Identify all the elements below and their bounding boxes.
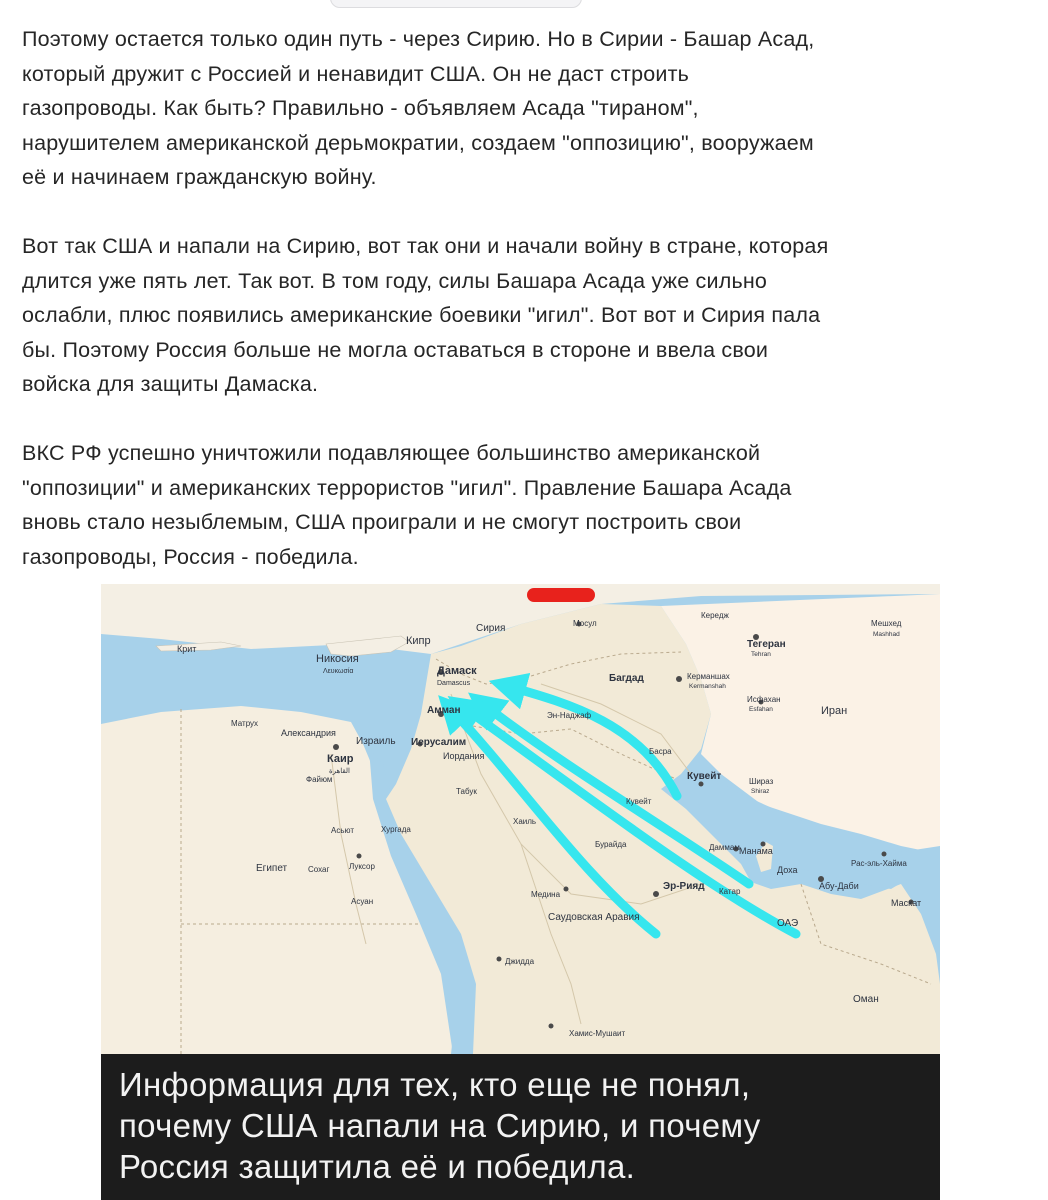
label-ierusalim: Иерусалим [411,737,467,748]
label-mashhad: Мешхед [871,619,902,628]
label-siria: Сирия [476,623,506,634]
label-mosul: Мосул [573,619,597,628]
label-burajda: Бурайда [595,840,627,849]
label-mashhad-latin: Mashhad [873,631,900,638]
label-damascus: Damascus [437,680,471,687]
label-tabuk: Табук [456,787,477,796]
label-dammam: Даммам [709,843,740,852]
label-keredzh: Кередж [701,611,729,620]
label-damask: Дамаск [437,665,477,677]
label-abu-dabi: Абу-Даби [819,881,859,891]
label-hail: Хаиль [513,817,537,826]
label-maskat: Маскат [891,898,922,908]
label-nikosia: Никосия [316,653,359,665]
label-asiut: Асьют [331,826,354,835]
label-manama: Манама [739,846,773,856]
label-iran: Иран [821,705,848,717]
label-krit: Крит [177,644,197,654]
label-tehran: Tehran [751,651,771,658]
label-kair: Каир [327,753,354,765]
label-sohag: Сохаг [308,865,330,874]
label-aleksandria: Александрия [281,728,336,738]
label-medina: Медина [531,890,561,899]
post-text [22,22,1032,609]
red-marker-bar [527,588,595,602]
label-oman: Оман [853,994,879,1005]
label-ras: Рас-эль-Хайма [851,859,907,868]
label-faium: Файюм [306,775,333,784]
paragraph-3: ВКС РФ успешно уничтожили подавляющее большинство американской "оппозиции" и американских террористов "игил". Правление Башара Асада вновь стало незыблемым, США проиграли и не смогут построить свои газопроводы, Россия - победила. [22,441,792,569]
label-naj: Эн-Наджаф [547,711,592,720]
label-kermanshah-latin: Kermanshah [689,683,726,690]
label-matruh: Матрух [231,719,259,728]
label-riyad: Эр-Рияд [663,881,705,892]
top-tab-edge [330,0,582,8]
label-iordania: Иордания [443,751,485,761]
label-bagdad: Багдад [609,673,644,684]
label-oae: ОАЭ [777,918,799,929]
label-doha: Доха [777,865,798,875]
label-kair-native: القاهرة [329,768,350,775]
label-isfahan: Исфахан [747,695,781,704]
label-egipet: Египет [256,863,288,874]
label-katar: Катар [719,887,741,896]
label-asuan: Асуан [351,897,374,906]
paragraph-2: Вот так США и напали на Сирию, вот так они и начали войну в стране, которая длится уже пять лет. Так вот. В том году, силы Башара Асада уже сильно ослабли, плюс появились американские боевики "игил". Вот вот и Сирия пала бы. Поэтому Россия больше не могла оставаться в стороне и ввела свои войска для защиты Дамаска. [22,234,829,396]
label-tegeran: Тегеран [747,639,786,650]
label-djidda: Джидда [505,957,535,966]
map-caption: Информация для тех, кто еще не понял, почему США напали на Сирию, и почему Россия защитила её и победила. [119,1066,761,1185]
label-kuveit-city: Кувейт [626,797,652,806]
label-shiraz-latin: Shiraz [751,788,770,795]
label-amman: Амман [427,705,461,716]
label-basra: Басра [649,747,672,756]
label-nikosia-native: Λευκωσία [323,668,354,675]
label-esfahan: Esfahan [749,706,773,713]
label-kipr: Кипр [406,635,431,647]
paragraph-1: Поэтому остается только один путь - через Сирию. Но в Сирии - Башар Асад, который дружит с Россией и ненавидит США. Он не даст строить газопроводы. Как быть? Правильно - объявляем Асада "тираном", нарушителем американской дерьмократии, создаем "оппозицию", вооружаем её и начинаем гражданскую войну. [22,27,815,189]
label-kermanshah: Керманшах [687,672,730,681]
label-izrail: Израиль [356,736,396,747]
label-kuveit: Кувейт [687,771,722,782]
label-saudi: Саудовская Аравия [548,912,640,923]
map-image[interactable] [101,584,940,1200]
label-luksor: Луксор [349,862,375,871]
label-khamis: Хамис-Мушаит [569,1029,626,1038]
label-hurgada: Хургада [381,825,411,834]
label-shiraz: Шираз [749,777,774,786]
